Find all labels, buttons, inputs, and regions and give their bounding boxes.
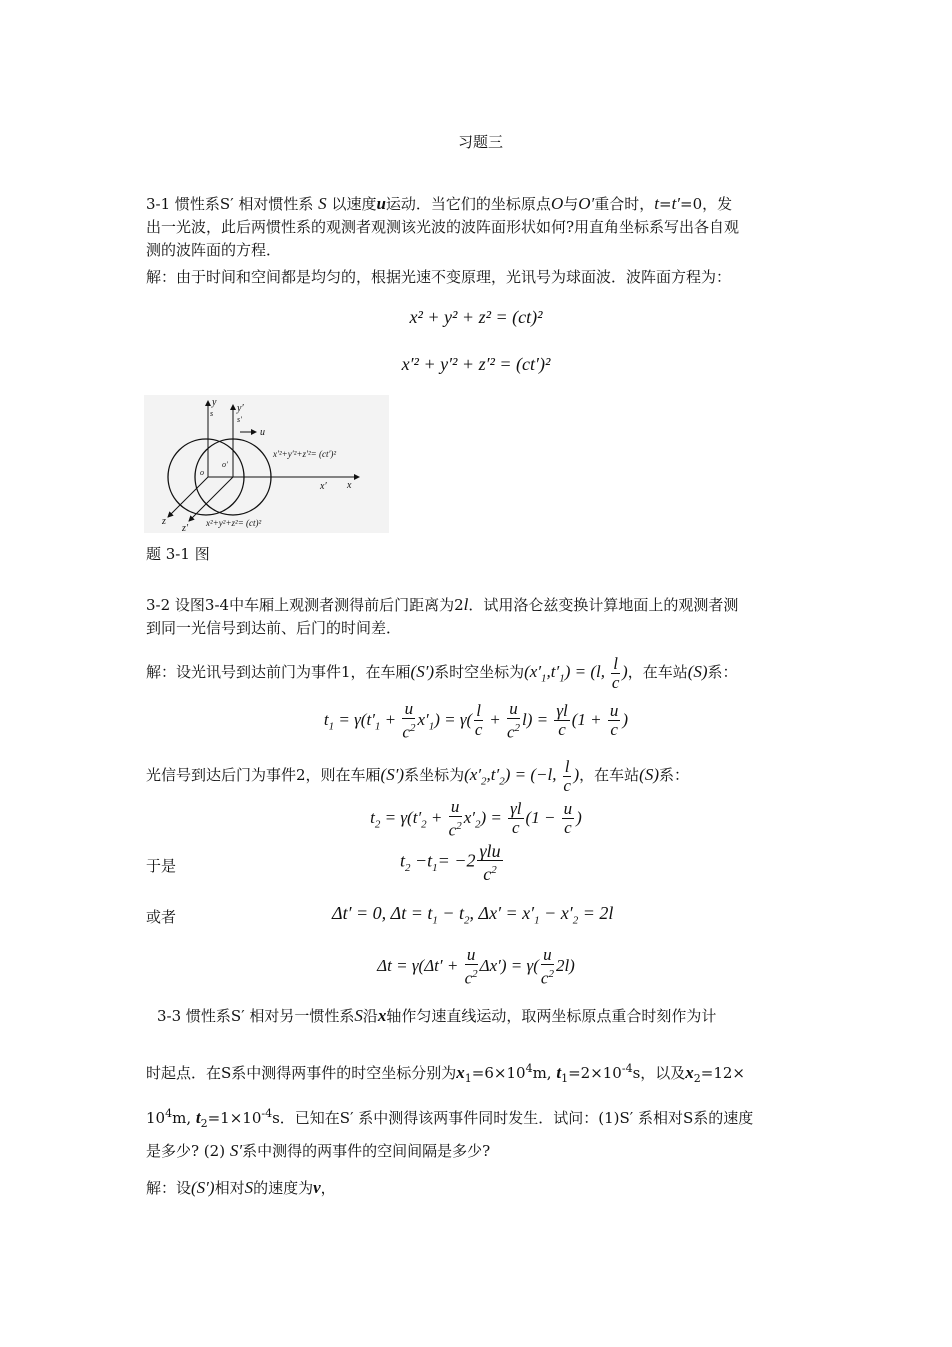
problem-3-2-back-door	[146, 755, 689, 801]
label-zprime: z′	[182, 523, 189, 533]
problem-3-3-line3: $10^4m$, $t_2=1\times 10^{-4}s$．已知在S′ 系中测得该两事件同时发生．试问：(1)S′ 系相对S系的速度	[146, 1107, 754, 1130]
text: 10	[146, 1109, 166, 1127]
text: ，在车站	[579, 766, 640, 784]
problem-3-1-line3: 测的波阵面的方程．	[146, 241, 282, 259]
symbol-Sprime: S′	[229, 1141, 243, 1160]
symbol-S: S	[354, 1006, 363, 1025]
frame-sprime: (S′)	[410, 662, 435, 681]
text: ，在车站	[627, 663, 688, 681]
eq-delta2-render: Δt = γ(Δt′ + $\frac{u}{c^2}$ Δx′) = γ( $\frac{u}{c^2}$ 2l)	[377, 945, 575, 988]
text: 系：	[707, 663, 738, 681]
text: =12×	[700, 1064, 746, 1082]
text: m,	[532, 1064, 552, 1082]
label-xprime: x′	[320, 481, 327, 492]
text: =6×10	[471, 1064, 526, 1082]
problem-3-2-solution	[146, 652, 738, 698]
figure-3-1-svg	[144, 395, 389, 533]
text: ．试用洛仑兹变换计算地面上的观测者测	[468, 596, 739, 614]
label-y: y	[212, 397, 217, 408]
problem-3-3-solution	[146, 1177, 336, 1199]
problem-3-2-line2: 到同一光信号到达前、后门的时间差．	[146, 619, 402, 637]
text: 的速度为	[253, 1179, 314, 1197]
coord-event2: $(x'_2,t'_2) = (-l$, $\frac{l}{c}$ )	[464, 756, 580, 795]
frame-s: (S)	[639, 765, 659, 784]
problem-3-1-line1: 3-1 惯性系S′ 相对惯性系 S 以速度u运动．当它们的坐标原点O与O′重合时，t=t′=0，发	[146, 194, 733, 213]
frame-sprime: (S′)	[191, 1178, 215, 1197]
problem-3-1-solution: 解：由于时间和空间都是均匀的，根据光速不变原理，光讯号为球面波．波阵面方程为：	[146, 268, 732, 286]
text: 系坐标为	[404, 766, 465, 784]
text: =1×10	[207, 1109, 262, 1127]
equation-wavefront-s	[0, 307, 952, 328]
figure-3-1	[144, 395, 389, 533]
text: 沿	[362, 1007, 378, 1025]
text: 光信号到达后门为事件2，则在车厢	[146, 766, 381, 784]
text: 是多少? (2)	[146, 1142, 226, 1160]
label-eq-primed: x′²+y′²+z′²= (ct′)²	[273, 449, 337, 459]
frame-sprime: (S′)	[380, 765, 405, 784]
coord-event1: $(x'_1,t'_1) = (l$, $\frac{l}{c}$ )	[524, 653, 628, 692]
label-z: z	[162, 516, 166, 527]
text: m,	[172, 1109, 192, 1127]
label-x: x	[347, 480, 352, 491]
text: =2×10	[568, 1064, 622, 1082]
label-huozhe: 或者	[146, 908, 177, 926]
label-sprime: s′	[237, 415, 242, 424]
text: 轴作匀速直线运动，取两坐标原点重合时刻作为计	[386, 1007, 717, 1025]
symbol-S: S	[318, 194, 327, 213]
text: s，以及	[632, 1064, 686, 1082]
text: 系中测得的两事件的空间间隔是多少?	[242, 1142, 491, 1160]
symbol-v: v	[313, 1178, 321, 1197]
frame-s: (S)	[687, 662, 708, 681]
symbol-l: l	[463, 595, 469, 614]
equation-delta: Δt′ = 0, $\Delta t = t_1 - t_2$, $\Delta x' = x'_1 - x'_2 = 2l$	[332, 903, 614, 927]
label-eq-unprimed: x²+y²+z²= (ct)²	[206, 518, 262, 528]
symbol-tp: t′	[671, 194, 681, 213]
problem-3-3-line4	[146, 1140, 490, 1162]
label-u: u	[260, 427, 265, 438]
label-yprime: y′	[237, 403, 244, 414]
figure-caption: 题 3-1 图	[146, 545, 210, 563]
text: 3-2 设图3-4中车厢上观测者测得前后门距离为2	[146, 596, 464, 614]
symbol-x: x	[377, 1006, 387, 1025]
problem-3-3-line2: 时起点．在S系中测得两事件的时空坐标分别为$x_1=6\times 10^4m$, $t_1=2\times 10^{-4}s$，以及$x_2=12\times$	[146, 1062, 746, 1085]
text: 相对	[214, 1179, 245, 1197]
text: 与	[563, 195, 579, 213]
problem-3-1-line2: 出一光波，此后两惯性系的观测者观测该光波的波阵面形状如何?用直角坐标系写出各自观	[146, 218, 740, 236]
page-title: 习题三	[458, 133, 504, 151]
label-o: o	[200, 468, 204, 477]
eq-t2-render: $t_2 = \gamma(t'_2$ + $\frac{u}{c^2}$ $x'_2$) = $\frac{\gamma l}{c}$ (1 − $\frac{u}{c}$ )	[370, 797, 582, 840]
text: 3-3 惯性系S′ 相对另一惯性系	[157, 1007, 355, 1025]
label-s: s	[210, 409, 214, 418]
eq-text: x² + y² + z² = (ct)²	[409, 307, 543, 327]
text: s．已知在S′ 系中测得该两事件同时发生．试问：(1)S′ 系相对S系的速度	[272, 1109, 754, 1127]
symbol-Op: O′	[578, 194, 595, 213]
symbol-S: S	[244, 1178, 254, 1197]
symbol-O: O	[550, 194, 564, 213]
symbol-u: u	[376, 194, 386, 213]
text: 3-1 惯性系S′ 相对惯性系	[146, 195, 314, 213]
equation-wavefront-sprime	[0, 354, 952, 375]
text: 时起点．在S系中测得两事件的时空坐标分别为	[146, 1064, 457, 1082]
text: 解：设光讯号到达前门为事件1，在车厢	[146, 663, 411, 681]
label-yushi: 于是	[146, 857, 177, 875]
text: 运动．当它们的坐标原点	[385, 195, 551, 213]
text: 解：设	[146, 1179, 192, 1197]
equation-delta2	[0, 946, 952, 988]
text: 重合时，	[594, 195, 655, 213]
label-oprime: o′	[222, 460, 228, 469]
symbol-t: t	[654, 194, 659, 213]
problem-3-3-line1	[157, 1005, 716, 1027]
text: 以速度	[331, 195, 377, 213]
equation-t2	[0, 798, 952, 840]
problem-3-2-line1	[146, 594, 738, 616]
eq-text: x′² + y′² + z′² = (ct′)²	[401, 354, 551, 374]
text: 系：	[659, 766, 690, 784]
equation-diff: $t_2 -t_1= -2$ $\frac{\text{γlu}}{c^2}$	[400, 841, 501, 884]
text: 系时空坐标为	[434, 663, 525, 681]
equation-t1	[0, 700, 952, 742]
text: ，	[320, 1179, 336, 1197]
text: =0，发	[680, 195, 733, 213]
eq-t1-render: $t_1 = \gamma(t'_1$ + $\frac{u}{c^2}$ $x'_1) = \gamma$( $\frac{l}{c}$ + $\frac{u}{c^2}$ l) = $\frac{\gamma l}{c}$ (1 + $\frac{u}{c}$ )	[323, 699, 629, 742]
